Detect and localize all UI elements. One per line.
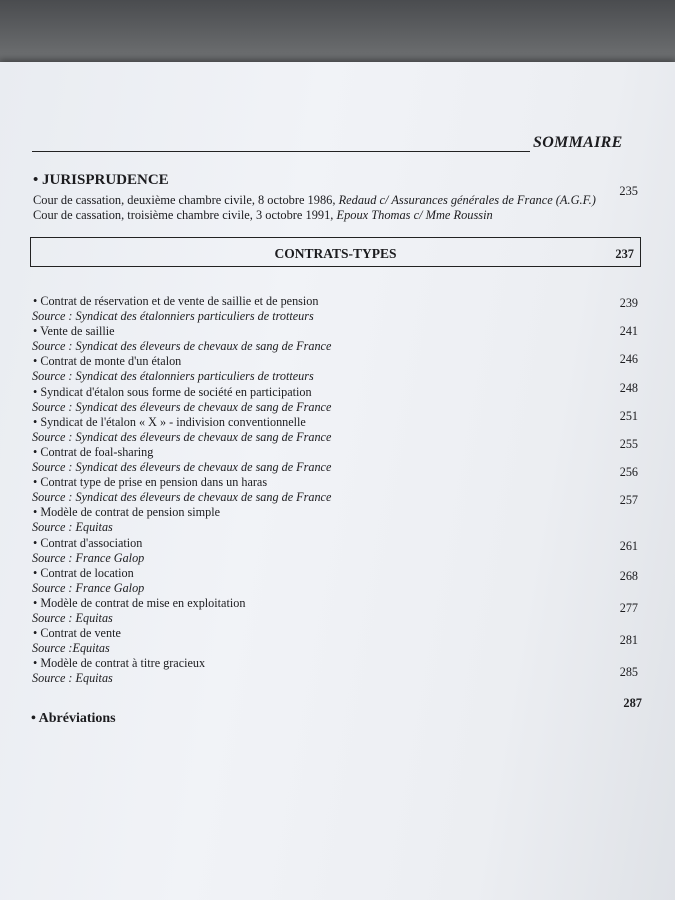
contract-entry-source: Source : France Galop (32, 550, 145, 565)
contract-entry-source: Source : Equitas (32, 671, 113, 686)
contract-entry-page: 239 (619, 296, 638, 310)
contract-entry-source: Source : Syndicat des éleveurs de chevaux de sang de France (32, 460, 332, 474)
page-title: SOMMAIRE (533, 134, 623, 151)
section-title-jurisprudence: • JURISPRUDENCE (33, 172, 169, 188)
case-line (33, 208, 493, 223)
page-number-abreviations: 287 (623, 696, 642, 710)
case-text: Cour de cassation, troisième chambre civile, 3 octobre 1991, (33, 208, 334, 222)
contract-entry-source: Source : Syndicat des éleveurs de chevaux de sang de France (32, 490, 332, 505)
contract-entry-title: • Syndicat de l'étalon « X » - indivision conventionnelle (33, 414, 306, 429)
contract-entry-title: • Modèle de contrat de pension simple (33, 505, 221, 520)
contract-entry-title: • Modèle de contrat de mise en exploitation (33, 596, 246, 610)
page-number-contrats: 237 (615, 247, 634, 261)
contract-entry-title: • Vente de saillie (33, 324, 115, 339)
case-parties: Redaud c/ Assurances générales de France (A.G.F.) (338, 193, 596, 207)
contract-entry-page: 277 (619, 601, 638, 615)
contract-entry-page: 261 (619, 538, 638, 553)
case-line (33, 193, 596, 208)
contract-entry-title: • Modèle de contrat à titre gracieux (33, 656, 206, 671)
contract-entry-source: Source : Syndicat des éleveurs de chevaux de sang de France (32, 399, 332, 414)
contract-entry-title: • Contrat de foal-sharing (33, 445, 154, 459)
contract-entry-source: Source : Equitas (32, 611, 113, 625)
contract-entry-source: Source : Syndicat des étalonniers particuliers de trotteurs (32, 369, 314, 384)
contract-entry-title: • Syndicat d'étalon sous forme de société en participation (33, 384, 312, 399)
contract-entry-source: Source : France Galop (32, 580, 145, 595)
contract-entry-title: • Contrat d'association (33, 535, 143, 550)
contract-entry-source: Source : Equitas (32, 520, 113, 535)
contract-entry-source: Source :Equitas (32, 641, 110, 656)
contract-entry-page: 248 (619, 380, 638, 395)
contract-entry-page: 255 (619, 437, 638, 451)
contract-entry-page: 268 (619, 568, 638, 583)
document-page (0, 62, 675, 900)
contract-entry-page: 285 (619, 665, 638, 680)
section-title-contrats: CONTRATS-TYPES (274, 246, 397, 261)
contract-entry-source: Source : Syndicat des étalonniers particuliers de trotteurs (32, 309, 314, 323)
case-text: Cour de cassation, deuxième chambre civile, 8 octobre 1986, (33, 193, 336, 207)
header-rule (32, 151, 530, 152)
section-title-abreviations: • Abréviations (31, 711, 116, 726)
contract-entry-title: • Contrat de réservation et de vente de saillie et de pension (33, 294, 319, 308)
contract-entry-page: 246 (619, 352, 638, 367)
contract-entry-page: 256 (619, 465, 638, 480)
section-box-contrats (30, 237, 641, 267)
contract-entry-page: 251 (619, 408, 638, 423)
page-number-jurisprudence: 235 (619, 184, 638, 198)
contract-entry-source: Source : Syndicat des éleveurs de chevaux de sang de France (32, 429, 332, 444)
contract-entry-title: • Contrat de location (33, 565, 134, 580)
contract-entry-title: • Contrat de monte d'un étalon (33, 354, 182, 369)
contract-entry-source: Source : Syndicat des éleveurs de chevaux de sang de France (32, 339, 332, 354)
case-parties: Epoux Thomas c/ Mme Roussin (336, 208, 493, 222)
contract-entry-title: • Contrat de vente (33, 626, 121, 641)
contract-entry-page: 257 (619, 493, 638, 508)
contract-entry-page: 281 (619, 633, 638, 648)
contract-entry-title: • Contrat type de prise en pension dans un haras (33, 475, 268, 490)
contract-entry-page: 241 (619, 324, 638, 339)
